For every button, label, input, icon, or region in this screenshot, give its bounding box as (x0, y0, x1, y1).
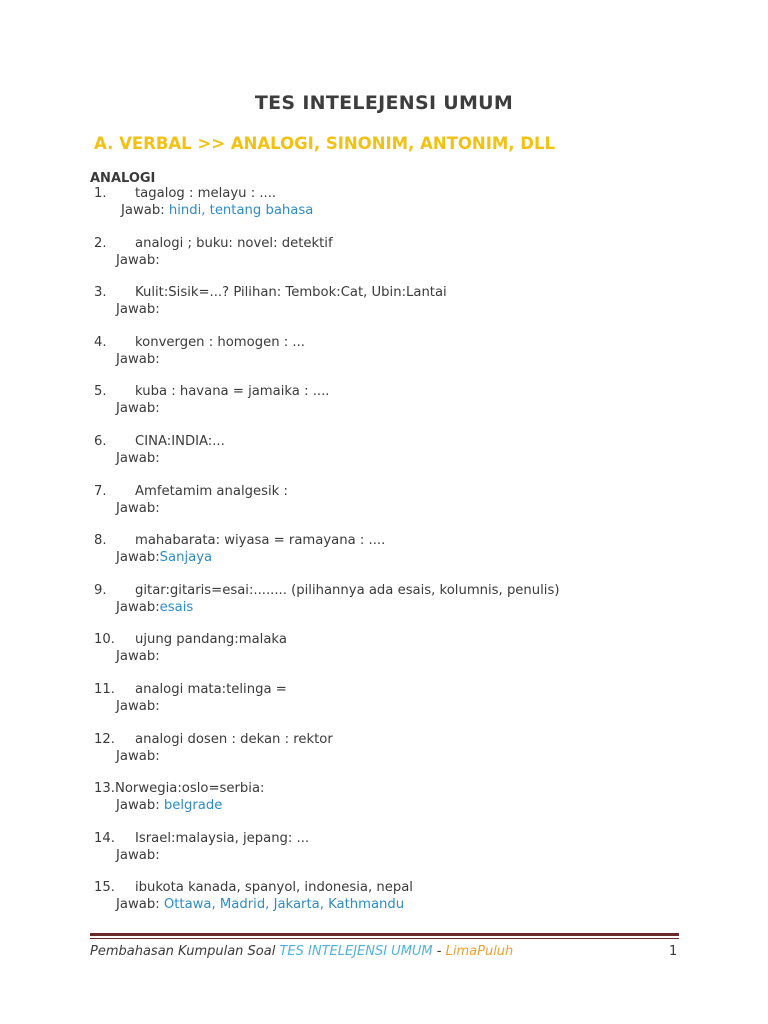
footer-prefix: Pembahasan Kumpulan Soal (90, 944, 280, 959)
answer-line (116, 253, 160, 268)
question-text: tagalog : melayu : .... (135, 186, 277, 201)
list-item (0, 632, 768, 672)
answer-line (116, 897, 404, 912)
question-number: 6. (94, 434, 107, 449)
answer-label: Jawab: (116, 252, 160, 268)
answer-line (116, 699, 160, 714)
question-number: 13. (94, 781, 115, 797)
answer-text: Sanjaya (159, 550, 213, 566)
answer-line (116, 600, 193, 615)
question-text: analogi ; buku: novel: detektif (135, 235, 333, 251)
answer-label: Jawab: (116, 351, 160, 367)
question-line (94, 285, 447, 300)
list-item (0, 880, 768, 920)
answer-label: Jawab: (121, 203, 169, 218)
question-line (94, 880, 413, 895)
answer-line (116, 501, 160, 516)
answer-text: esais (159, 599, 194, 615)
question-text: mahabarata: wiyasa = ramayana : .... (135, 533, 386, 549)
list-item (0, 335, 768, 375)
answer-line (116, 352, 160, 367)
footer-rule (90, 933, 679, 936)
question-line (94, 434, 225, 449)
question-line (94, 831, 309, 846)
answer-line (116, 798, 222, 813)
list-item (0, 583, 768, 623)
answer-line (116, 649, 160, 664)
subheading-analogi: ANALOGI (90, 171, 156, 186)
answer-label: Jawab: (116, 699, 160, 714)
answer-line (116, 848, 160, 863)
question-number: 12. (94, 731, 115, 747)
list-item (0, 682, 768, 722)
section-heading: A. VERBAL >> ANALOGI, SINONIM, ANTONIM, DLL (94, 134, 556, 153)
question-line (94, 186, 276, 201)
list-item (0, 236, 768, 276)
footer-separator: - (432, 944, 446, 959)
question-text: analogi dosen : dekan : rektor (135, 731, 333, 747)
question-number: 7. (94, 483, 107, 499)
list-item (0, 533, 768, 573)
list-item (0, 285, 768, 325)
question-text: konvergen : homogen : ... (135, 334, 305, 350)
page-number: 1 (669, 944, 678, 959)
list-item (0, 781, 768, 821)
answer-label: Jawab: (116, 748, 160, 764)
question-line (94, 533, 385, 548)
question-text: ibukota kanada, spanyol, indonesia, nepal (135, 880, 413, 896)
page-title: TES INTELEJENSI UMUM (254, 92, 514, 114)
question-number: 5. (94, 384, 107, 400)
footer-site: LimaPuluh (445, 944, 514, 959)
question-line (94, 781, 264, 796)
answer-line (116, 550, 212, 565)
answer-label: Jawab: (116, 550, 160, 566)
footer-rule-thin (90, 938, 679, 939)
question-text: ujung pandang:malaka (135, 632, 287, 648)
question-number: 9. (94, 582, 107, 598)
question-line (94, 484, 288, 499)
question-number: 1. (94, 186, 107, 201)
list-item (0, 186, 768, 226)
question-text: Kulit:Sisik=...? Pilihan: Tembok:Cat, Ubin:Lantai (135, 285, 447, 301)
answer-text: belgrade (163, 798, 223, 814)
list-item (0, 484, 768, 524)
question-number: 3. (94, 285, 107, 301)
list-item (0, 384, 768, 424)
question-text: kuba : havana = jamaika : .... (135, 384, 330, 400)
question-text: CINA:INDIA:... (135, 434, 225, 449)
question-number: 10. (94, 632, 115, 648)
footer-title: TES INTELEJENSI UMUM (279, 944, 433, 959)
answer-label: Jawab: (116, 798, 164, 814)
question-number: 2. (94, 235, 107, 251)
question-line (94, 583, 560, 598)
question-line (94, 236, 333, 251)
list-item (0, 831, 768, 871)
answer-line (121, 203, 313, 218)
answer-text: Ottawa, Madrid, Jakarta, Kathmandu (163, 897, 405, 913)
question-number: 15. (94, 880, 115, 896)
answer-label: Jawab: (116, 302, 160, 318)
answer-line (116, 749, 160, 764)
answer-label: Jawab: (116, 451, 160, 466)
answer-label: Jawab: (116, 500, 160, 516)
list-item (0, 732, 768, 772)
answer-label: Jawab: (116, 897, 164, 913)
footer-text (90, 944, 513, 959)
answer-line (116, 451, 160, 466)
answer-label: Jawab: (116, 847, 160, 863)
question-text: Israel:malaysia, jepang: ... (135, 830, 310, 846)
question-text: Amfetamim analgesik : (135, 483, 288, 499)
question-line (94, 732, 333, 747)
answer-label: Jawab: (116, 649, 160, 665)
list-item (0, 434, 768, 474)
question-line (94, 682, 287, 697)
answer-line (116, 302, 160, 317)
question-line (94, 335, 305, 350)
answer-label: Jawab: (116, 599, 160, 615)
question-text: analogi mata:telinga = (135, 682, 287, 697)
question-number: 4. (94, 334, 107, 350)
answer-line (116, 401, 160, 416)
question-number: 11. (94, 682, 115, 697)
answer-text: hindi, tentang bahasa (168, 203, 314, 218)
question-number: 8. (94, 533, 107, 549)
question-line (94, 384, 329, 399)
question-text: Norwegia:oslo=serbia: (114, 781, 265, 797)
question-line (94, 632, 287, 647)
question-number: 14. (94, 830, 115, 846)
answer-label: Jawab: (116, 401, 160, 417)
question-text: gitar:gitaris=esai:........ (pilihannya ada esais, kolumnis, penulis) (135, 582, 560, 598)
